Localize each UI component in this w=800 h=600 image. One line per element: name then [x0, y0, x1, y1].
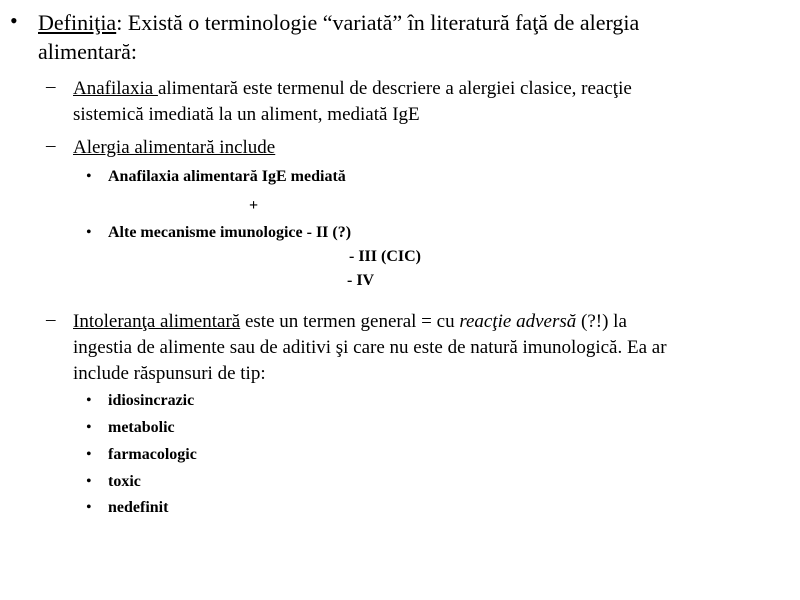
intolerance-type: nedefinit	[108, 499, 169, 516]
plus-sign: +	[249, 197, 259, 214]
bullet: •	[86, 168, 92, 185]
bullet: •	[10, 8, 18, 33]
allergy-includes-label: Alergia alimentară include	[73, 137, 276, 158]
bullet: •	[86, 446, 92, 463]
intolerance-text: este un termen general = cu	[240, 311, 460, 332]
intolerance-type: farmacologic	[108, 446, 197, 463]
anaphylaxis-term: Anafilaxia	[73, 78, 158, 99]
intolerance-text-end: (?!) la	[576, 311, 627, 332]
intolerance-italic: reacţie adversă	[459, 311, 577, 332]
dash-marker: –	[46, 135, 56, 156]
allergy-item: Anafilaxia alimentară IgE mediată	[108, 168, 346, 185]
dash-marker: –	[46, 309, 56, 330]
anaphylaxis-line-1	[73, 76, 632, 102]
definition-term: Definiţia	[38, 10, 117, 35]
definition-line-2: alimentară:	[38, 39, 137, 64]
intolerance-line-2: ingestia de alimente sau de aditivi şi care nu este de natură imunologică. Ea ar	[73, 337, 667, 358]
allergy-item: Alte mecanisme imunologice - II (?)	[108, 224, 352, 241]
intolerance-type: metabolic	[108, 419, 175, 436]
anaphylaxis-line-2: sistemică imediată la un aliment, mediată IgE	[73, 104, 420, 125]
intolerance-line-3: include răspunsuri de tip:	[73, 363, 266, 384]
intolerance-type: idiosincrazic	[108, 392, 195, 409]
bullet: •	[86, 473, 92, 490]
dash-marker: –	[46, 76, 56, 97]
bullet: •	[86, 419, 92, 436]
intolerance-line-1	[73, 309, 627, 335]
definition-text: : Există o terminologie “variată” în literatură faţă de alergia	[116, 10, 640, 35]
anaphylaxis-text: alimentară este termenul de descriere a alergiei clasice, reacţie	[157, 78, 632, 99]
intolerance-term: Intoleranţa alimentară	[73, 311, 241, 332]
definition-line-1	[38, 8, 639, 37]
bullet: •	[86, 392, 92, 409]
bullet: •	[86, 224, 92, 241]
allergy-item: - IV	[347, 272, 375, 289]
bullet: •	[86, 499, 92, 516]
allergy-item: - III (CIC)	[349, 248, 421, 265]
intolerance-type: toxic	[108, 473, 141, 490]
